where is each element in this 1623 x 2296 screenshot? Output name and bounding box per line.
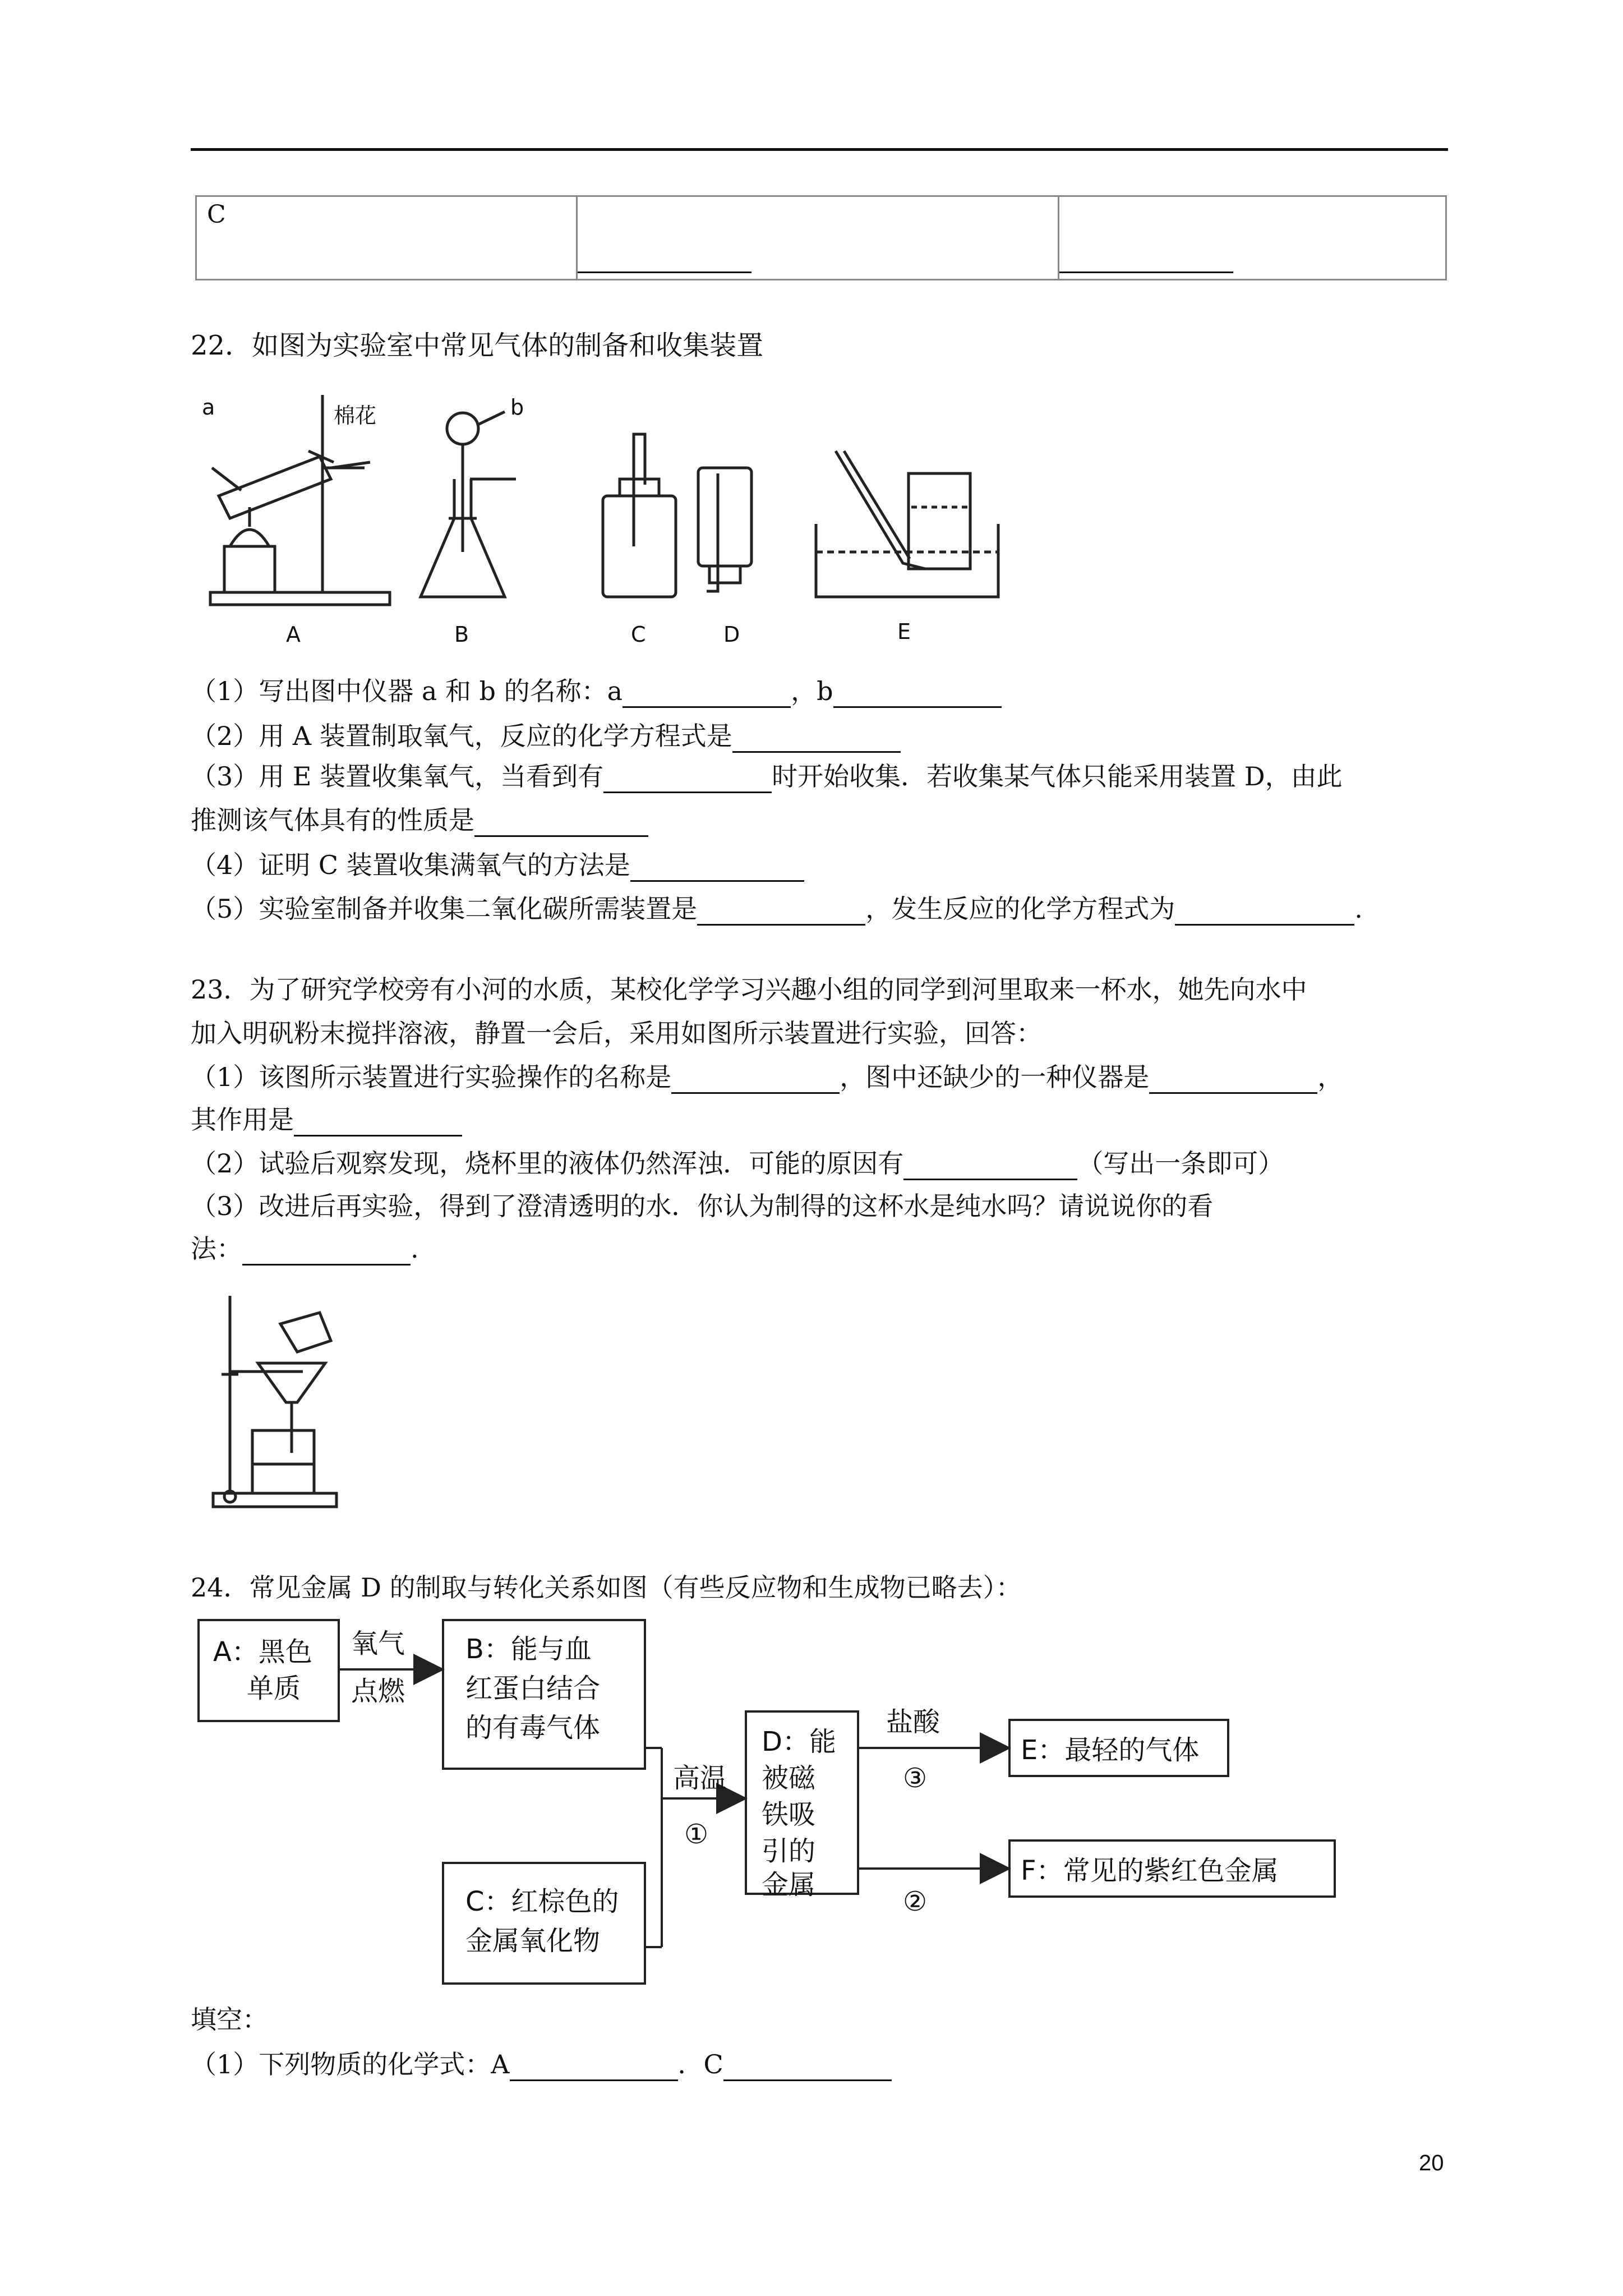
q23-part2: （2）试验后观察发现，烧杯里的液体仍然浑浊．可能的原因有 （写出一条即可） [191, 1147, 1284, 1180]
table-cell-label: C [196, 196, 577, 280]
q23-line1: 23．为了研究学校旁有小河的水质，某校化学学习兴趣小组的同学到河里取来一杯水，她先向水中 [191, 974, 1307, 1005]
svg-text:C：红棕色的: C：红棕色的 [465, 1886, 619, 1917]
answer-blank[interactable] [294, 1108, 462, 1137]
svg-text:D：能: D：能 [762, 1726, 836, 1757]
table-cell-blank [577, 196, 1059, 280]
svg-text:引的: 引的 [762, 1835, 816, 1867]
label-a: a [202, 395, 215, 420]
label-A: A [286, 622, 301, 647]
page-number: 20 [1419, 2151, 1444, 2175]
q23-part3b: 法： . [191, 1232, 419, 1266]
q23-part1b: 其作用是 [191, 1103, 462, 1137]
svg-text:A：黑色: A：黑色 [213, 1636, 312, 1668]
q24-flowchart [191, 1613, 1346, 1995]
label-E: E [897, 619, 911, 644]
svg-text:氧气: 氧气 [351, 1628, 405, 1659]
q22-part1: （1）写出图中仪器 a 和 b 的名称：a ，b [191, 674, 1002, 708]
svg-text:高温: 高温 [673, 1763, 727, 1794]
answer-blank[interactable] [630, 853, 804, 882]
header-rule [191, 148, 1448, 151]
q23-part3: （3）改进后再实验，得到了澄清透明的水．你认为制得的这杯水是纯水吗？请说说你的看 [191, 1191, 1214, 1221]
svg-text:B：能与血: B：能与血 [465, 1634, 592, 1665]
svg-text:被磁: 被磁 [762, 1763, 816, 1794]
svg-text:金属氧化物: 金属氧化物 [465, 1925, 601, 1957]
answer-blank[interactable] [603, 765, 772, 793]
label-b: b [510, 395, 524, 420]
q22-part2: （2）用 A 装置制取氧气，反应的化学方程式是 [191, 719, 901, 753]
answer-blank[interactable] [623, 679, 791, 708]
svg-text:①: ① [684, 1819, 709, 1850]
answer-blank[interactable] [732, 724, 901, 753]
q24-fill-label: 填空： [191, 2004, 268, 2035]
svg-text:红蛋白结合: 红蛋白结合 [465, 1673, 601, 1704]
table-cell-blank [1059, 196, 1446, 280]
q22-apparatus-figure [202, 384, 1077, 647]
label-B: B [454, 622, 469, 647]
q22-part3b: 推测该气体具有的性质是 [191, 803, 648, 837]
svg-text:盐酸: 盐酸 [886, 1706, 940, 1738]
answer-blank[interactable] [903, 1152, 1077, 1180]
box-C [443, 1863, 645, 1984]
answer-blank[interactable] [833, 679, 1002, 708]
answer-blank[interactable] [1175, 897, 1354, 926]
svg-text:F：常见的紫红色金属: F：常见的紫红色金属 [1021, 1855, 1279, 1887]
answer-blank[interactable] [723, 2053, 892, 2081]
answer-blank[interactable] [474, 808, 648, 837]
q23-filtration-figure [208, 1290, 342, 1515]
svg-text:单质: 单质 [247, 1673, 301, 1704]
label-cotton: 棉花 [334, 403, 377, 428]
svg-text:E：最轻的气体: E：最轻的气体 [1021, 1734, 1200, 1766]
svg-text:点燃: 点燃 [351, 1676, 405, 1707]
box-A [199, 1620, 339, 1721]
q24-title: 24．常见金属 D 的制取与转化关系如图（有些反应物和生成物已略去）： [191, 1572, 1022, 1603]
q24-part1: （1）下列物质的化学式：A ．C [191, 2047, 892, 2081]
svg-text:③: ③ [903, 1763, 928, 1794]
q22-part3: （3）用 E 装置收集氧气，当看到有 时开始收集．若收集某气体只能采用装置 D，由此 [191, 760, 1343, 793]
svg-text:的有毒气体: 的有毒气体 [465, 1712, 601, 1743]
q23-part1: （1）该图所示装置进行实验操作的名称是 ，图中还缺少的一种仪器是 ， [191, 1060, 1343, 1094]
q22-part5: （5）实验室制备并收集二氧化碳所需装置是 ，发生反应的化学方程式为 . [191, 892, 1363, 926]
svg-text:铁吸: 铁吸 [762, 1799, 816, 1830]
answer-blank[interactable] [697, 897, 865, 926]
answer-blank[interactable] [671, 1065, 840, 1094]
answer-table-row [195, 195, 1447, 280]
q23-line2: 加入明矾粉末搅拌溶液，静置一会后，采用如图所示装置进行实验，回答： [191, 1018, 1042, 1048]
answer-blank[interactable] [242, 1237, 411, 1266]
q22-part4: （4）证明 C 装置收集满氧气的方法是 [191, 848, 804, 882]
label-D: D [723, 622, 740, 647]
answer-blank[interactable] [510, 2053, 678, 2081]
svg-text:②: ② [903, 1886, 928, 1917]
svg-text:金属: 金属 [762, 1869, 816, 1901]
answer-blank[interactable] [1149, 1065, 1317, 1094]
q22-title: 22．如图为实验室中常见气体的制备和收集装置 [191, 330, 764, 361]
label-C: C [631, 622, 646, 647]
